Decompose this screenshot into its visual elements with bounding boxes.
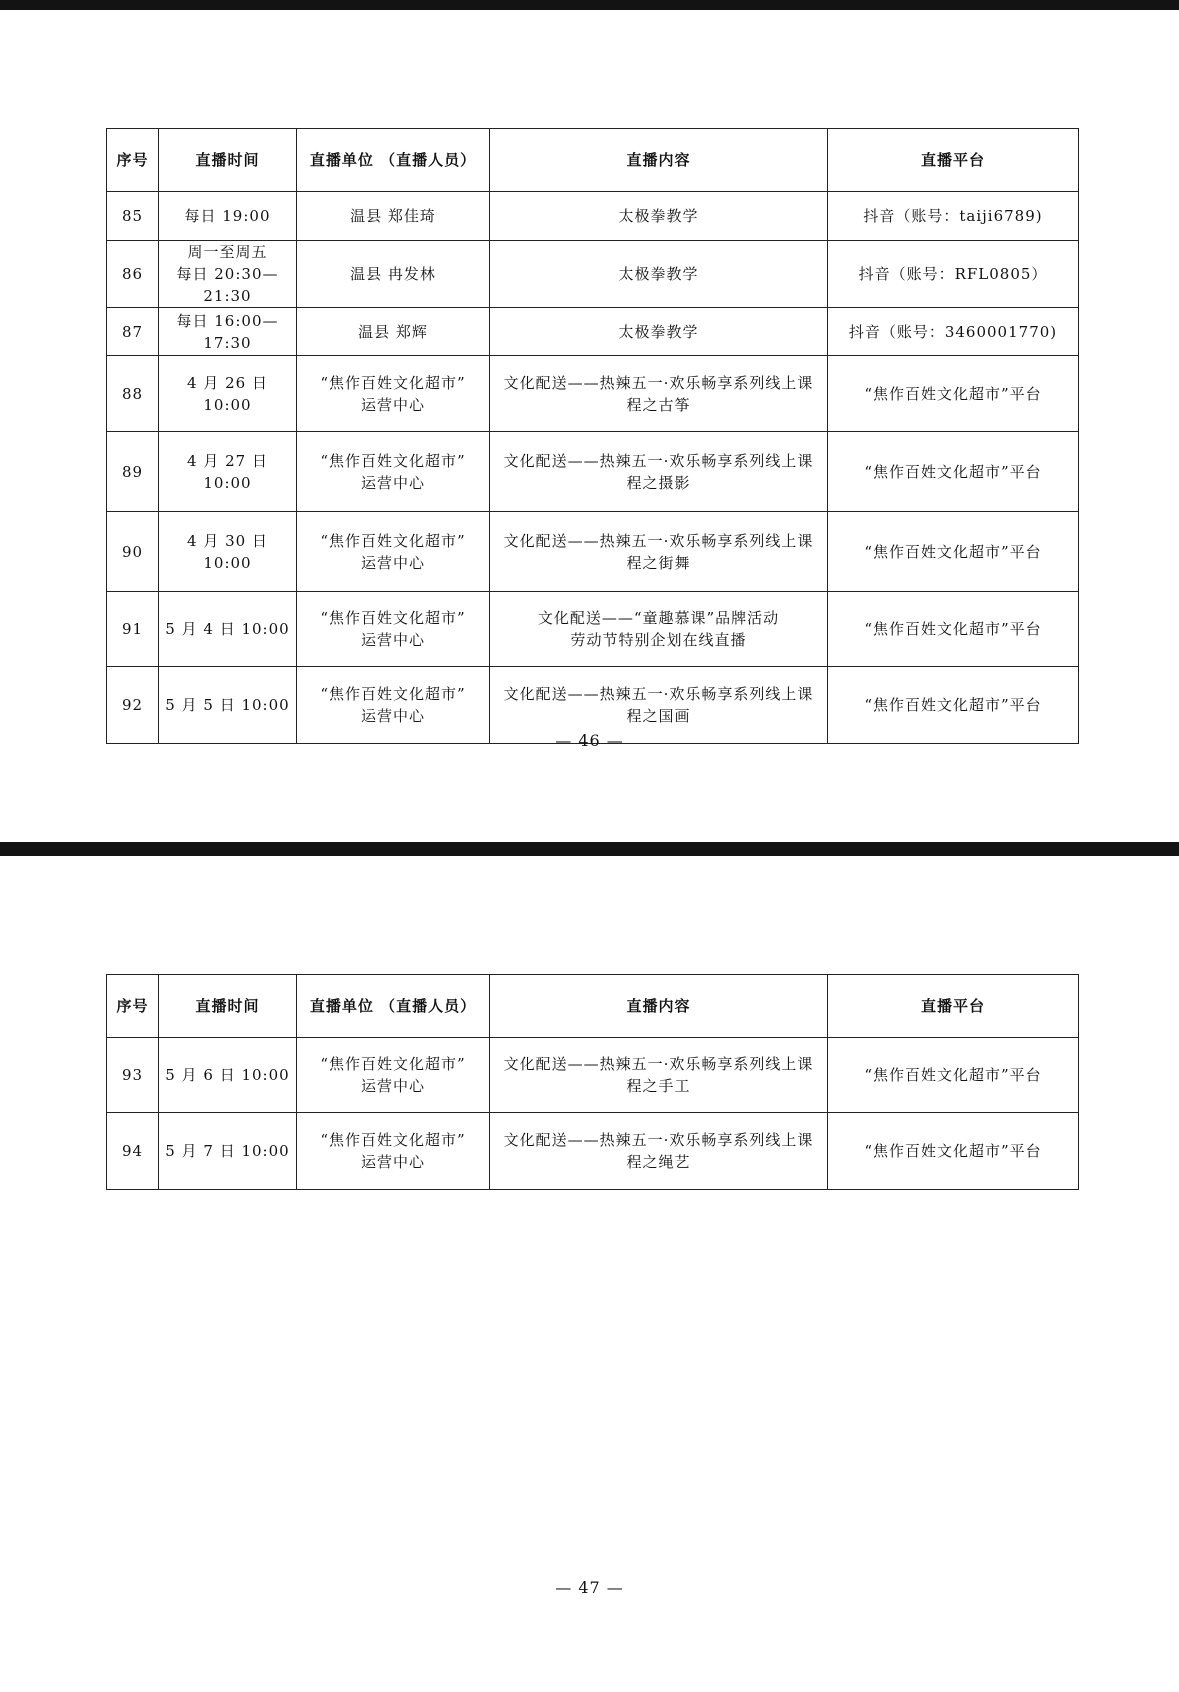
cell-unit-line1: “焦作百姓文化超市” xyxy=(320,1055,466,1073)
cell-platform: “焦作百姓文化超市”平台 xyxy=(828,432,1079,512)
header-platform: 直播平台 xyxy=(828,975,1079,1038)
cell-content: 太极拳教学 xyxy=(490,241,828,308)
cell-time: 5 月 5 日 10:00 xyxy=(159,667,297,744)
cell-time xyxy=(159,241,297,308)
table-row xyxy=(107,432,1079,512)
header-time: 直播时间 xyxy=(159,975,297,1038)
cell-content-line1: 文化配送——热辣五一·欢乐畅享系列线上课 xyxy=(503,685,814,703)
header-unit-line2: （直播人员） xyxy=(380,151,477,169)
table-header-row xyxy=(107,129,1079,192)
page-46 xyxy=(0,10,1179,842)
cell-content-line2: 劳动节特别企划在线直播 xyxy=(570,631,747,649)
cell-time: 5 月 4 日 10:00 xyxy=(159,592,297,667)
header-seq: 序号 xyxy=(107,129,159,192)
header-unit-line2: （直播人员） xyxy=(380,997,477,1015)
cell-seq: 92 xyxy=(107,667,159,744)
header-unit xyxy=(297,975,490,1038)
cell-unit xyxy=(297,592,490,667)
cell-platform: “焦作百姓文化超市”平台 xyxy=(828,592,1079,667)
cell-content xyxy=(490,512,828,592)
cell-unit-line2: 运营中心 xyxy=(360,553,425,572)
cell-unit-line2: 运营中心 xyxy=(360,631,425,649)
cell-content-line1: 文化配送——热辣五一·欢乐畅享系列线上课 xyxy=(503,1055,814,1073)
table-row xyxy=(107,241,1079,308)
cell-unit-line1: “焦作百姓文化超市” xyxy=(320,685,466,703)
cell-time-line1: 周一至周五 xyxy=(187,243,268,261)
table-row xyxy=(107,308,1079,356)
cell-time: 5 月 6 日 10:00 xyxy=(159,1038,297,1113)
header-content: 直播内容 xyxy=(490,975,828,1038)
cell-content-line1: 文化配送——“童趣慕课”品牌活动 xyxy=(537,609,780,627)
cell-content xyxy=(490,1038,828,1113)
cell-platform: “焦作百姓文化超市”平台 xyxy=(828,667,1079,744)
cell-content-line2: 程之手工 xyxy=(626,1077,691,1095)
cell-time: 4 月 26 日 10:00 xyxy=(159,356,297,432)
cell-seq: 89 xyxy=(107,432,159,512)
table-row xyxy=(107,1113,1079,1190)
cell-unit-line2: 运营中心 xyxy=(360,1153,425,1171)
cell-platform: “焦作百姓文化超市”平台 xyxy=(828,512,1079,592)
cell-unit: 温县 冉发林 xyxy=(297,241,490,308)
cell-unit xyxy=(297,512,490,592)
header-time: 直播时间 xyxy=(159,129,297,192)
header-platform: 直播平台 xyxy=(828,129,1079,192)
cell-time: 4 月 27 日 10:00 xyxy=(159,432,297,512)
cell-unit-line2: 运营中心 xyxy=(360,473,425,492)
cell-content-line2: 程之街舞 xyxy=(626,553,691,572)
cell-unit xyxy=(297,432,490,512)
cell-content xyxy=(490,592,828,667)
cell-content-line2: 程之绳艺 xyxy=(626,1153,691,1171)
cell-seq: 88 xyxy=(107,356,159,432)
cell-content-line2: 程之摄影 xyxy=(626,473,691,492)
table-header-row xyxy=(107,975,1079,1038)
cell-unit xyxy=(297,1113,490,1190)
cell-unit-line2: 运营中心 xyxy=(360,707,425,725)
page-47 xyxy=(0,856,1179,1692)
cell-unit xyxy=(297,356,490,432)
cell-seq: 93 xyxy=(107,1038,159,1113)
page-separator xyxy=(0,842,1179,856)
cell-time: 4 月 30 日 10:00 xyxy=(159,512,297,592)
cell-seq: 90 xyxy=(107,512,159,592)
table-row xyxy=(107,592,1079,667)
cell-platform: 抖音（账号：taiji6789) xyxy=(828,192,1079,241)
cell-platform: “焦作百姓文化超市”平台 xyxy=(828,1113,1079,1190)
table-row xyxy=(107,1038,1079,1113)
page-number: — 46 — xyxy=(555,731,624,750)
table-row xyxy=(107,512,1079,592)
schedule-table xyxy=(106,974,1079,1190)
cell-seq: 85 xyxy=(107,192,159,241)
page-number: — 47 — xyxy=(555,1578,624,1597)
header-seq: 序号 xyxy=(107,975,159,1038)
cell-content-line1: 文化配送——热辣五一·欢乐畅享系列线上课 xyxy=(503,373,814,392)
header-unit-line1: 直播单位 xyxy=(309,997,374,1015)
cell-content: 太极拳教学 xyxy=(490,308,828,356)
cell-unit-line1: “焦作百姓文化超市” xyxy=(320,531,466,550)
cell-platform: “焦作百姓文化超市”平台 xyxy=(828,1038,1079,1113)
cell-content-line1: 文化配送——热辣五一·欢乐畅享系列线上课 xyxy=(503,531,814,550)
cell-unit-line1: “焦作百姓文化超市” xyxy=(320,1131,466,1149)
cell-content-line2: 程之国画 xyxy=(626,707,691,725)
cell-unit: 温县 郑辉 xyxy=(297,308,490,356)
cell-seq: 87 xyxy=(107,308,159,356)
cell-seq: 86 xyxy=(107,241,159,308)
cell-unit-line1: “焦作百姓文化超市” xyxy=(320,373,466,392)
cell-time: 每日 16:00—17:30 xyxy=(159,308,297,356)
cell-content-line1: 文化配送——热辣五一·欢乐畅享系列线上课 xyxy=(503,451,814,470)
cell-unit-line2: 运营中心 xyxy=(360,1077,425,1095)
cell-content xyxy=(490,356,828,432)
schedule-table xyxy=(106,128,1079,744)
cell-seq: 91 xyxy=(107,592,159,667)
cell-content-line2: 程之古筝 xyxy=(626,395,691,414)
cell-content-line1: 文化配送——热辣五一·欢乐畅享系列线上课 xyxy=(503,1131,814,1149)
header-content: 直播内容 xyxy=(490,129,828,192)
cell-unit-line2: 运营中心 xyxy=(360,395,425,414)
cell-unit xyxy=(297,1038,490,1113)
header-unit-line1: 直播单位 xyxy=(309,151,374,169)
cell-time-line2: 每日 20:30—21:30 xyxy=(176,265,279,305)
cell-unit-line1: “焦作百姓文化超市” xyxy=(320,451,466,470)
cell-content xyxy=(490,432,828,512)
cell-unit-line1: “焦作百姓文化超市” xyxy=(320,609,466,627)
cell-platform: 抖音（账号：RFL0805） xyxy=(828,241,1079,308)
top-border xyxy=(0,0,1179,10)
cell-content xyxy=(490,1113,828,1190)
cell-platform: “焦作百姓文化超市”平台 xyxy=(828,356,1079,432)
table-row xyxy=(107,192,1079,241)
table-row xyxy=(107,356,1079,432)
cell-content: 太极拳教学 xyxy=(490,192,828,241)
cell-unit: 温县 郑佳琦 xyxy=(297,192,490,241)
cell-time: 每日 19:00 xyxy=(159,192,297,241)
cell-platform: 抖音（账号：3460001770) xyxy=(828,308,1079,356)
header-unit xyxy=(297,129,490,192)
cell-seq: 94 xyxy=(107,1113,159,1190)
cell-time: 5 月 7 日 10:00 xyxy=(159,1113,297,1190)
